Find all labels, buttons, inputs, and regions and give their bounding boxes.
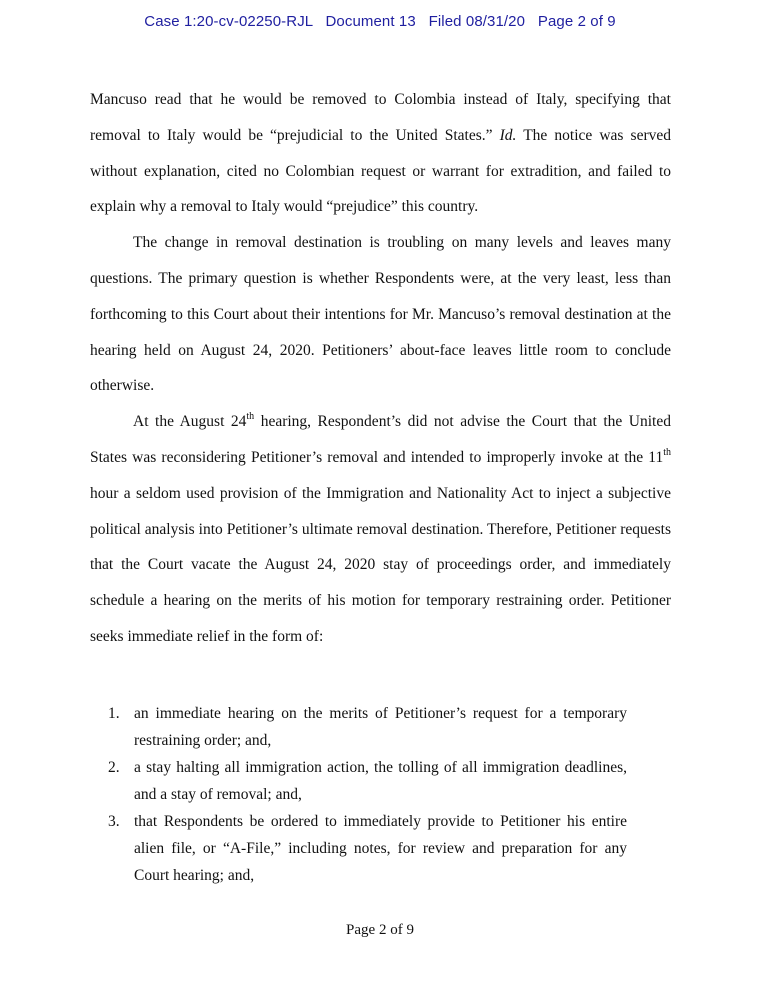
page-footer: Page 2 of 9 [346, 922, 414, 938]
relief-item [108, 754, 627, 808]
relief-item [108, 700, 627, 754]
relief-item-text: that Respondents be ordered to immediately provide to Petitioner his entire alien file, or “A-File,” including notes, for review and preparation for any Court hearing; and, [134, 813, 627, 884]
case-header: Case 1:20-cv-02250-RJL Document 13 Filed 08/31/20 Page 2 of 9 [144, 13, 616, 30]
paragraph-3 [90, 404, 671, 655]
document-body [90, 82, 671, 655]
paragraph-1 [90, 82, 671, 225]
paragraph-3-text-b: hearing, Respondent’s did not advise the Court that the United States was reconsidering Petitioner’s removal and intended to improperly invoke at the 11 [90, 413, 671, 466]
ordinal-suffix-2: th [663, 446, 671, 458]
relief-item-number: 2. [108, 759, 120, 776]
paragraph-2: The change in removal destination is troubling on many levels and leaves many questions. The primary question is whether Respondents were, at the very least, less than forthcoming to this Court about their intentions for Mr. Mancuso’s removal destination at the hearing held on August 24, 2020. Petitioners’ about-face leaves little room to conclude otherwise. [90, 234, 671, 395]
relief-item-text: a stay halting all immigration action, the tolling of all immigration deadlines, and a stay of removal; and, [134, 759, 627, 803]
relief-item-number: 3. [108, 813, 120, 830]
paragraph-1-text-a: Mancuso read that he would be removed to Colombia instead of Italy, specifying that removal to Italy would be “prejudicial to the United States.” [90, 91, 671, 144]
ordinal-suffix-1: th [246, 411, 255, 423]
relief-item-number: 1. [108, 705, 120, 722]
paragraph-3-text-c: hour a seldom used provision of the Immigration and Nationality Act to inject a subjective political analysis into Petitioner’s ultimate removal destination. Therefore, Petitioner requests that the Court vacate the August 24, 2020 stay of proceedings order, and immediately schedule a hearing on the merits of his motion for temporary restraining order. Petitioner seeks immediate relief in the form of: [90, 484, 671, 645]
relief-item-text: an immediate hearing on the merits of Petitioner’s request for a temporary restraining order; and, [134, 705, 627, 749]
paragraph-1-text-b: The notice was served without explanation, cited no Colombian request or warrant for extradition, and failed to explain why a removal to Italy would “prejudice” this country. [90, 126, 671, 216]
relief-list [108, 700, 627, 889]
citation-id: Id. [499, 126, 517, 144]
paragraph-3-text-a: At the August 24 [133, 413, 247, 431]
relief-item [108, 808, 627, 889]
